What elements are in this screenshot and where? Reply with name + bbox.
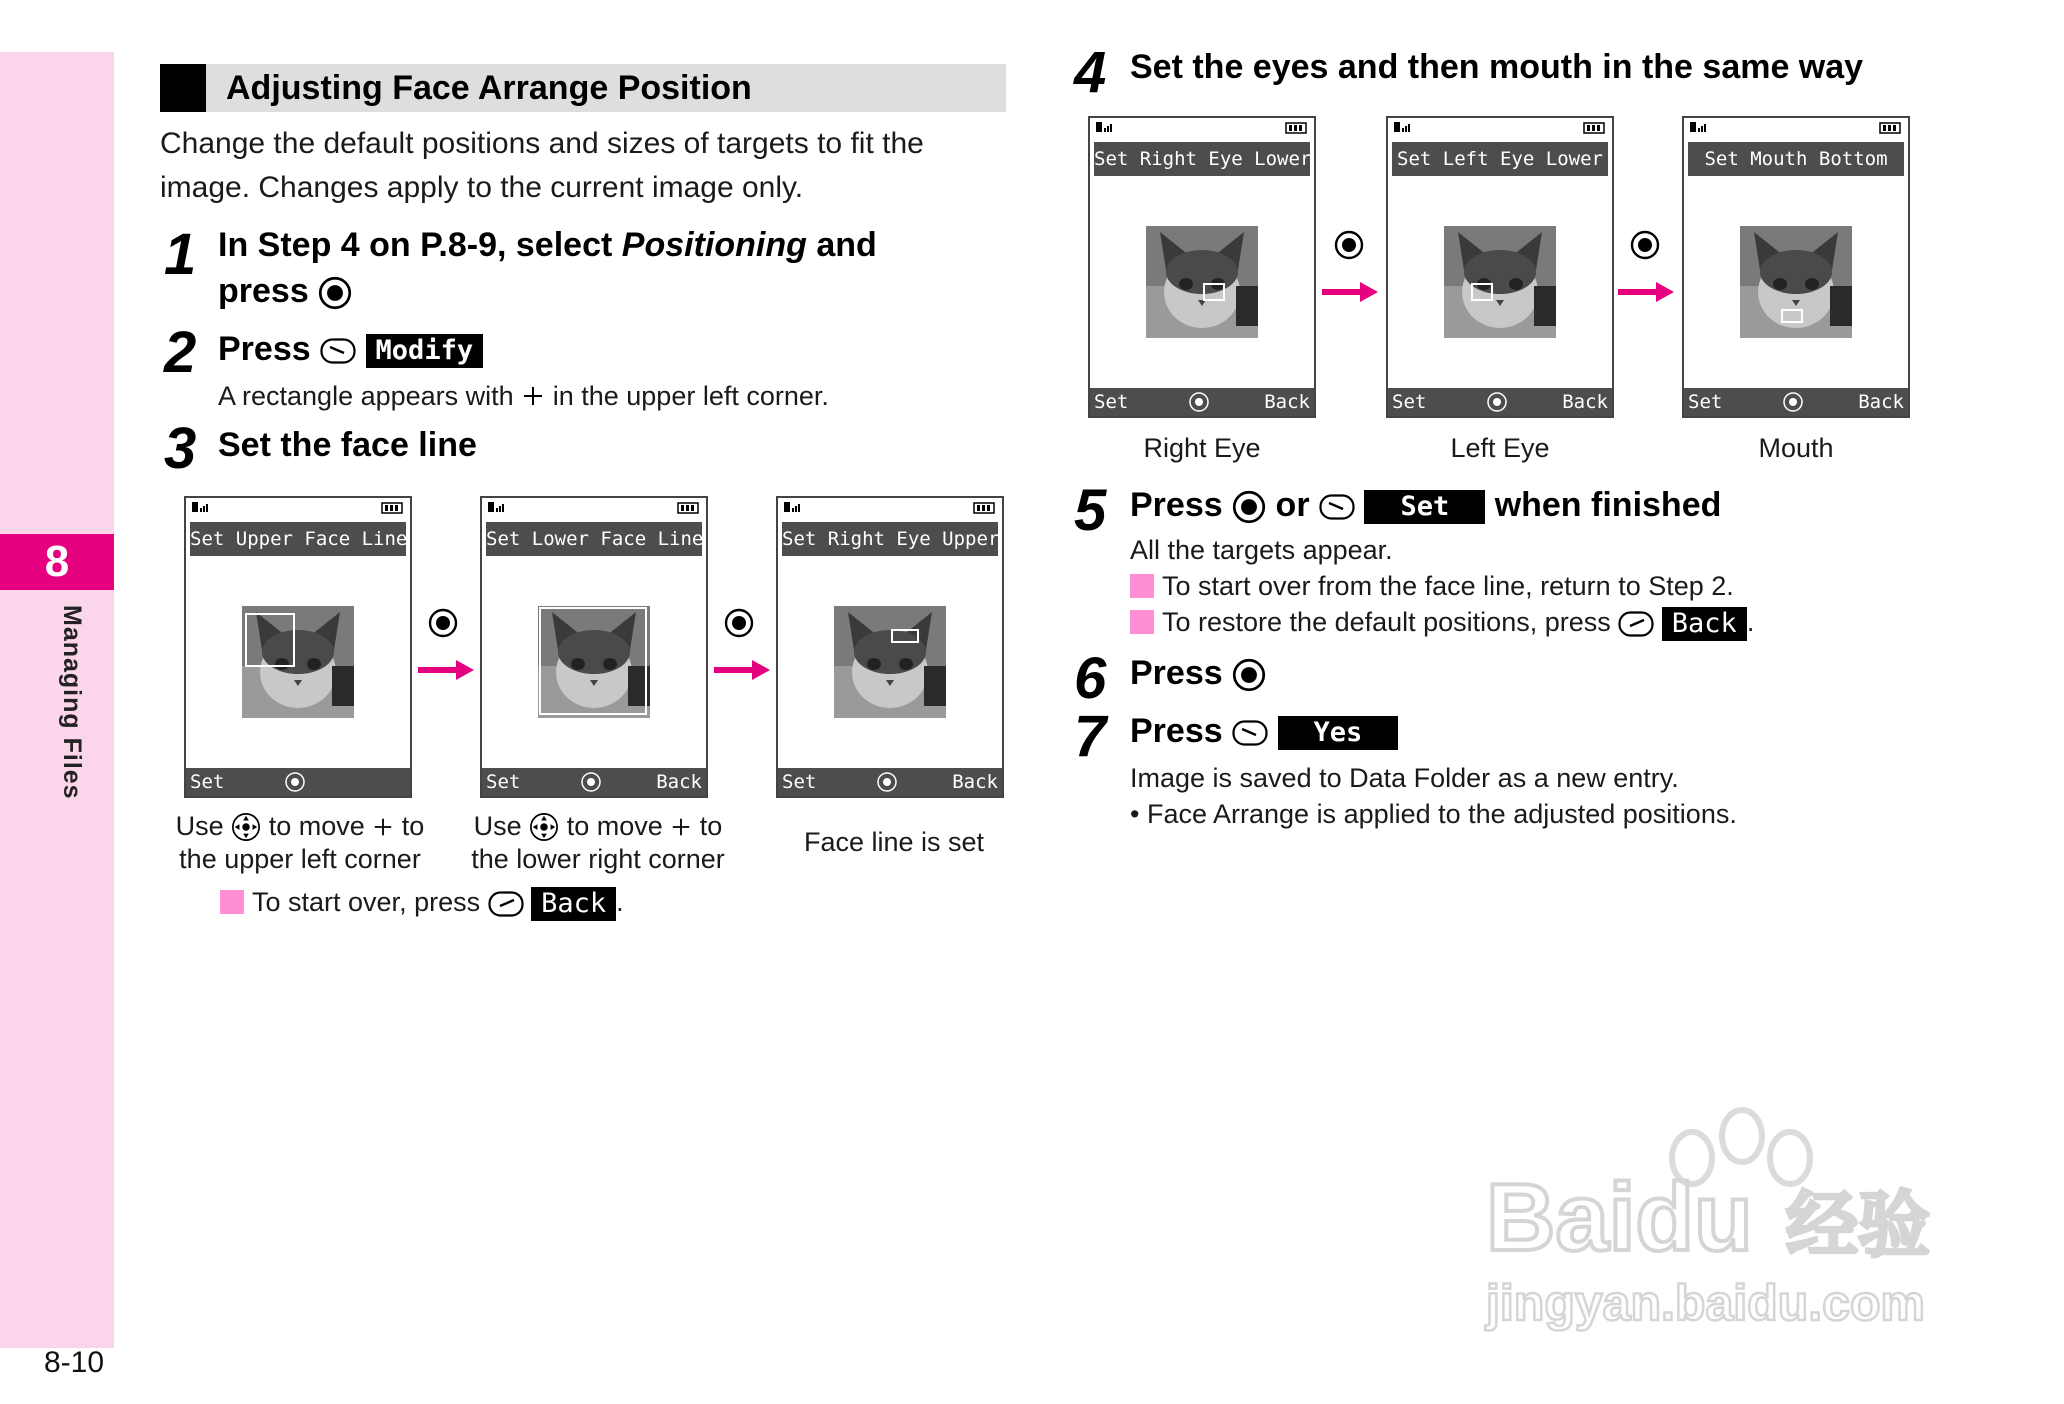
paw-icon [1480, 1100, 1980, 1340]
soft-key-bar [1388, 388, 1612, 416]
status-bar [1090, 118, 1314, 140]
caption-face-line-set: Face line is set [803, 827, 985, 857]
step-5-note-2: To restore the default positions, press Back . [1130, 604, 1754, 641]
step-7-bullet: • Face Arrange is applied to the adjusted positions. [1130, 799, 1737, 829]
soft-key-bar [482, 768, 706, 796]
center-key-icon [428, 608, 458, 638]
plus-cursor-icon [372, 816, 394, 838]
step-5-note-1: To start over from the face line, return to Step 2. [1130, 568, 1734, 604]
heading-marker [160, 64, 206, 112]
phone-screen [480, 496, 708, 798]
phone-screen [1682, 116, 1910, 418]
center-key-icon [318, 276, 352, 310]
soft-right: Back [656, 771, 702, 793]
bullet-dot: • [1130, 799, 1140, 829]
softkey-yes: Yes [1278, 716, 1399, 750]
center-key-icon [1486, 391, 1508, 413]
page-number: 8-10 [44, 1346, 105, 1379]
arrow-right-icon [714, 658, 770, 682]
status-bar [778, 498, 1002, 520]
note-marker [1130, 610, 1154, 634]
plus-cursor-icon [521, 384, 545, 408]
right-soft-key-icon [320, 338, 356, 364]
center-key-icon [1782, 391, 1804, 413]
soft-key-bar [778, 768, 1002, 796]
center-key-icon [1232, 490, 1266, 524]
arrow-right-icon [418, 658, 474, 682]
cat-photo [1146, 226, 1258, 338]
soft-left: Set [1688, 391, 1723, 413]
caption-upper-left: Use to move to the upper left corner [175, 811, 425, 874]
center-key-icon [1630, 230, 1660, 260]
soft-key-bar [1684, 388, 1908, 416]
cat-photo [1444, 226, 1556, 338]
soft-right: Back [952, 771, 998, 793]
caption-mouth: Mouth [1758, 433, 1834, 463]
step-7-number: 7 [1074, 704, 1107, 769]
cat-photo [242, 606, 354, 718]
soft-right: Back [1562, 391, 1608, 413]
step-3-number: 3 [164, 416, 197, 481]
center-key-icon [284, 771, 306, 793]
status-bar [482, 498, 706, 520]
status-bar [1388, 118, 1612, 140]
screen-title: Set Right Eye Upper [782, 522, 998, 556]
cat-photo [834, 606, 946, 718]
chapter-title: Managing Files [58, 605, 86, 800]
step-5-description: All the targets appear. [1130, 535, 1393, 565]
arrow-right-icon [1618, 280, 1674, 304]
note-marker [1130, 574, 1154, 598]
plus-cursor-icon [670, 816, 692, 838]
soft-left: Set [486, 771, 521, 793]
step-2-description: A rectangle appears with in the upper left corner. [218, 381, 829, 411]
step-6-title: Press [1130, 650, 1266, 696]
status-bar [1684, 118, 1908, 140]
phone-screen [1088, 116, 1316, 418]
svg-text:Baidu: Baidu [1486, 1164, 1753, 1271]
step-5-title: Press or Set when finished [1130, 486, 1722, 524]
step-4-title: Set the eyes and then mouth in the same way [1130, 48, 1864, 86]
soft-left: Set [1392, 391, 1427, 413]
soft-key-bar [186, 768, 410, 796]
soft-right: Back [1858, 391, 1904, 413]
section-heading [160, 64, 1006, 112]
right-soft-key-icon [1319, 494, 1355, 520]
step-2-number: 2 [164, 320, 197, 385]
phone-screen [184, 496, 412, 798]
softkey-set: Set [1364, 490, 1485, 524]
step-7-description: Image is saved to Data Folder as a new entry. [1130, 763, 1679, 793]
left-soft-key-icon [1618, 611, 1654, 637]
note-marker [220, 890, 244, 914]
phone-screen [776, 496, 1004, 798]
screen-title: Set Upper Face Line [190, 522, 406, 556]
screen-title: Set Left Eye Lower [1392, 142, 1608, 176]
arrow-right-icon [1322, 280, 1378, 304]
soft-key-bar [1090, 388, 1314, 416]
dpad-icon [231, 812, 261, 842]
softkey-back: Back [531, 887, 616, 921]
left-soft-key-icon [488, 891, 524, 917]
step-3-note: To start over, press Back . [220, 884, 624, 921]
section-intro: Change the default positions and sizes of targets to fit the image. Changes apply to the current image only. [160, 127, 924, 204]
chapter-number-badge: 8 [0, 534, 114, 590]
status-bar [186, 498, 410, 520]
step-6-number: 6 [1074, 646, 1107, 711]
softkey-modify: Modify [366, 334, 484, 368]
phone-screen [1386, 116, 1614, 418]
caption-left-eye: Left Eye [1450, 433, 1550, 463]
softkey-back: Back [1662, 607, 1747, 641]
soft-right: Back [1264, 391, 1310, 413]
center-key-icon [1334, 230, 1364, 260]
step-2-title: Press Modify [218, 326, 483, 372]
screen-title: Set Mouth Bottom [1688, 142, 1904, 176]
caption-right-eye: Right Eye [1143, 433, 1261, 463]
center-key-icon [724, 608, 754, 638]
soft-left: Set [190, 771, 225, 793]
step-1-number: 1 [164, 222, 197, 287]
right-soft-key-icon [1232, 720, 1268, 746]
baidu-watermark [1480, 1100, 1980, 1340]
soft-left: Set [1094, 391, 1129, 413]
caption-lower-right: Use to move to the lower right corner [471, 811, 725, 874]
step-7-title: Press Yes [1130, 708, 1398, 754]
soft-left: Set [782, 771, 817, 793]
screen-title: Set Lower Face Line [486, 522, 702, 556]
dpad-icon [529, 812, 559, 842]
step-1-title: In Step 4 on P.8-9, select Positioning and press [218, 226, 877, 310]
center-key-icon [1188, 391, 1210, 413]
section-heading-text: Adjusting Face Arrange Position [226, 69, 752, 107]
center-key-icon [580, 771, 602, 793]
center-key-icon [876, 771, 898, 793]
cat-photo [538, 606, 650, 718]
step-5-number: 5 [1074, 478, 1107, 543]
svg-text:jingyan.baidu.com: jingyan.baidu.com [1486, 1275, 1925, 1331]
center-key-icon [1232, 658, 1266, 692]
step-4-number: 4 [1074, 40, 1107, 105]
cat-photo [1740, 226, 1852, 338]
step-3-title: Set the face line [218, 426, 477, 464]
screen-title: Set Right Eye Lower [1094, 142, 1310, 176]
svg-text:经验: 经验 [1786, 1183, 1931, 1267]
